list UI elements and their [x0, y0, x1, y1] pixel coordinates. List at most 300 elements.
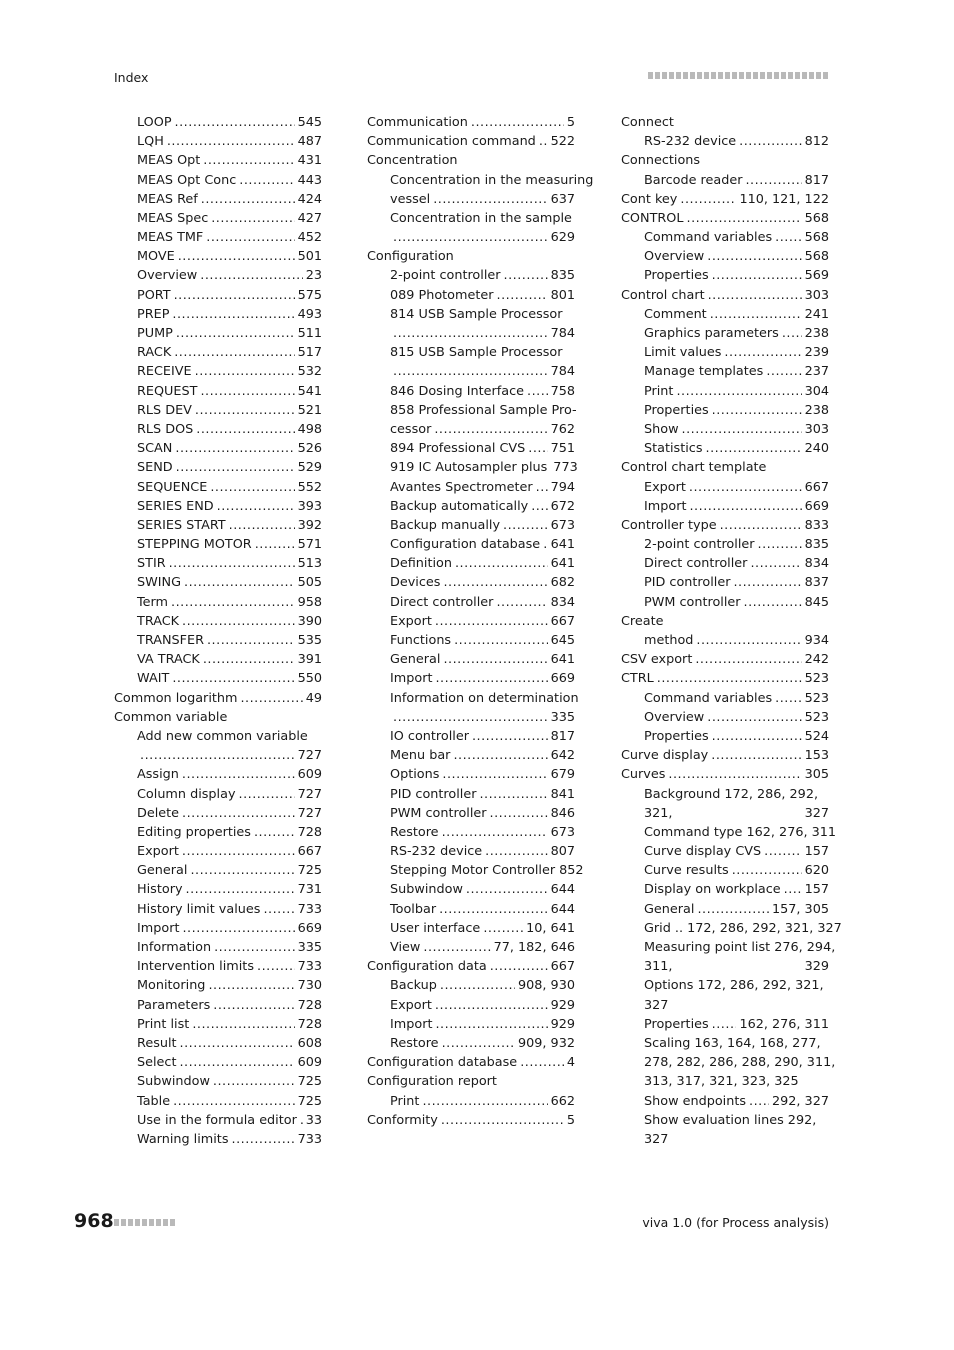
index-entry — [621, 669, 829, 688]
dot-leader — [749, 1092, 769, 1111]
entry-term: vessel — [390, 191, 431, 207]
dot-leader — [696, 631, 801, 650]
entry-page-ref[interactable]: 335 — [297, 940, 322, 956]
dot-leader — [140, 746, 295, 765]
entry-page-ref[interactable]: 812 — [804, 134, 829, 150]
entry-page-ref[interactable]: 645 — [550, 633, 575, 649]
entry-page-ref[interactable]: 725 — [297, 1093, 322, 1109]
entry-page-ref[interactable]: 511 — [297, 326, 322, 342]
dot-leader — [239, 171, 294, 190]
entry-page-ref[interactable]: 958 — [297, 594, 322, 610]
entry-term: Configuration database — [367, 1055, 518, 1071]
index-entry — [621, 1072, 829, 1091]
entry-term: RLS DEV — [137, 402, 192, 418]
entry-page-ref[interactable]: 728 — [297, 997, 322, 1013]
index-entry — [367, 401, 575, 420]
dot-leader — [435, 1015, 547, 1034]
entry-term: Curve results — [644, 863, 729, 879]
entry-term: 2-point controller — [644, 537, 755, 553]
index-entry — [114, 689, 322, 708]
entry-term: Properties — [644, 728, 709, 744]
index-entry — [114, 976, 322, 995]
dot-leader — [455, 554, 548, 573]
entry-page-ref[interactable]: 620 — [804, 863, 829, 879]
entry-page-ref[interactable]: 637 — [550, 191, 575, 207]
index-entry — [114, 497, 322, 516]
dot-leader — [745, 171, 801, 190]
entry-term: Stepping Motor Controller — [390, 863, 556, 879]
dot-leader — [712, 401, 802, 420]
entry-page-ref[interactable]: 608 — [297, 1035, 322, 1051]
entry-term: Menu bar — [390, 748, 451, 764]
index-entry — [367, 478, 575, 497]
entry-page-ref[interactable]: 727 — [297, 786, 322, 802]
index-entry — [114, 554, 322, 573]
index-entry — [114, 113, 322, 132]
index-entry — [114, 171, 322, 190]
entry-page-ref[interactable]: 427 — [297, 210, 322, 226]
index-entry — [367, 132, 575, 151]
entry-term: Toolbar — [390, 901, 437, 917]
dot-leader — [539, 132, 548, 151]
dot-leader — [182, 765, 295, 784]
dot-leader — [257, 957, 295, 976]
entry-page-ref[interactable]: 833 — [804, 517, 829, 533]
entry-page-ref[interactable]: 852 — [559, 863, 584, 879]
entry-term: Command variables — [644, 230, 773, 246]
entry-term: MEAS Ref — [137, 191, 198, 207]
entry-page-ref[interactable]: 758 — [550, 383, 575, 399]
index-entry — [367, 305, 575, 324]
decoration-square — [809, 72, 814, 79]
dot-leader — [440, 976, 515, 995]
index-entry — [114, 574, 322, 593]
entry-page-ref[interactable]: 817 — [550, 728, 575, 744]
entry-page-ref[interactable]: 682 — [550, 575, 575, 591]
index-entry — [367, 1034, 575, 1053]
entry-term: Import — [137, 920, 180, 936]
entry-term: cessor — [390, 421, 432, 437]
entry-page-ref[interactable]: 5 — [566, 114, 575, 130]
decoration-square — [156, 1219, 161, 1226]
dot-leader — [527, 382, 548, 401]
entry-term: Direct controller — [390, 594, 494, 610]
dot-leader — [766, 362, 801, 381]
entry-page-ref[interactable]: 725 — [297, 1074, 322, 1090]
decoration-square — [774, 72, 779, 79]
entry-page-ref[interactable]: 487 — [297, 134, 322, 150]
index-entry — [621, 286, 829, 305]
index-entry — [621, 1111, 829, 1130]
entry-page-ref[interactable]: 629 — [550, 230, 575, 246]
entry-term: Definition — [390, 556, 452, 572]
index-entry — [367, 343, 575, 362]
entry-page-ref[interactable]: 157, 305 — [772, 901, 829, 917]
entry-page-ref[interactable]: 733 — [297, 1131, 322, 1147]
decoration-square — [767, 72, 772, 79]
entry-page-ref[interactable]: 807 — [550, 844, 575, 860]
dot-leader — [190, 861, 294, 880]
entry-page-ref[interactable]: 153 — [804, 748, 829, 764]
entry-page-ref[interactable]: 329 — [804, 959, 829, 975]
entry-term: Manage templates — [644, 364, 764, 380]
dot-leader — [707, 708, 801, 727]
entry-page-ref[interactable]: 393 — [297, 498, 322, 514]
entry-page-ref[interactable]: 784 — [550, 364, 575, 380]
dot-leader — [758, 535, 802, 554]
entry-term: CTRL — [621, 671, 654, 687]
entry-page-ref[interactable]: 667 — [297, 844, 322, 860]
entry-page-ref[interactable]: 110, 121, 122 — [739, 191, 829, 207]
entry-page-ref[interactable]: 49 — [305, 690, 322, 706]
entry-page-ref[interactable]: 728 — [297, 1016, 322, 1032]
entry-page-ref[interactable]: 443 — [297, 172, 322, 188]
entry-page-ref[interactable]: 524 — [804, 728, 829, 744]
entry-term: STEPPING MOTOR — [137, 537, 252, 553]
entry-page-ref[interactable]: 662 — [550, 1093, 575, 1109]
entry-page-ref[interactable]: 784 — [550, 326, 575, 342]
dot-leader — [503, 516, 548, 535]
entry-page-ref[interactable]: 238 — [804, 326, 829, 342]
index-entry — [114, 708, 322, 727]
entry-page-ref[interactable]: 532 — [297, 364, 322, 380]
index-entry — [114, 919, 322, 938]
dot-leader — [712, 266, 802, 285]
dot-leader — [782, 324, 802, 343]
dot-leader — [169, 554, 295, 573]
index-entry — [367, 708, 575, 727]
entry-page-ref[interactable]: 934 — [804, 633, 829, 649]
entry-page-ref[interactable]: 835 — [804, 537, 829, 553]
entry-page-ref[interactable]: 609 — [297, 1055, 322, 1071]
entry-term: History — [137, 882, 183, 898]
entry-page-ref[interactable]: 569 — [804, 268, 829, 284]
entry-page-ref[interactable]: 23 — [305, 268, 322, 284]
index-entry — [114, 286, 322, 305]
entry-page-ref[interactable]: 834 — [550, 594, 575, 610]
entry-term: Export — [390, 997, 432, 1013]
entry-page-ref[interactable]: 523 — [804, 690, 829, 706]
entry-term: Control chart — [621, 287, 705, 303]
entry-page-ref[interactable]: 642 — [550, 748, 575, 764]
dot-leader — [485, 842, 547, 861]
entry-page-ref[interactable]: 535 — [297, 633, 322, 649]
entry-page-ref[interactable]: 929 — [550, 997, 575, 1013]
entry-page-ref[interactable]: 733 — [297, 901, 322, 917]
entry-page-ref[interactable]: 501 — [297, 249, 322, 265]
entry-page-ref[interactable]: 835 — [550, 268, 575, 284]
decoration-square — [128, 1219, 133, 1226]
entry-page-ref[interactable]: 731 — [297, 882, 322, 898]
entry-page-ref[interactable]: 641 — [550, 537, 575, 553]
entry-term: Parameters — [137, 997, 211, 1013]
entry-page-ref[interactable]: 242 — [804, 652, 829, 668]
dot-leader — [184, 573, 295, 592]
dot-leader — [393, 228, 548, 247]
entry-page-ref[interactable]: 391 — [297, 652, 322, 668]
index-entry — [114, 842, 322, 861]
dot-leader — [172, 669, 294, 688]
entry-page-ref[interactable]: 669 — [550, 671, 575, 687]
dot-leader — [433, 190, 547, 209]
entry-page-ref[interactable]: 571 — [297, 537, 322, 553]
entry-page-ref[interactable]: 845 — [804, 594, 829, 610]
entry-page-ref[interactable]: 908, 930 — [518, 978, 575, 994]
index-entry — [367, 785, 575, 804]
entry-page-ref[interactable]: 541 — [297, 383, 322, 399]
entry-term: Export — [137, 844, 179, 860]
entry-page-ref[interactable]: 794 — [550, 479, 575, 495]
decoration-square — [795, 72, 800, 79]
entry-term: TRANSFER — [137, 633, 204, 649]
dot-leader — [203, 151, 294, 170]
dot-leader — [167, 132, 295, 151]
entry-page-ref[interactable]: 672 — [550, 498, 575, 514]
index-entry — [114, 785, 322, 804]
index-entry — [621, 650, 829, 669]
entry-term: Add new common variable — [137, 728, 308, 744]
entry-term: REQUEST — [137, 383, 198, 399]
dot-leader — [784, 880, 802, 899]
entry-page-ref[interactable]: 727 — [297, 805, 322, 821]
entry-page-ref[interactable]: 431 — [297, 153, 322, 169]
page-number: 968 — [74, 1210, 114, 1232]
entry-page-ref[interactable]: 498 — [297, 421, 322, 437]
entry-page-ref[interactable]: 669 — [804, 498, 829, 514]
index-entry — [621, 535, 829, 554]
index-entry — [114, 267, 322, 286]
dot-leader — [174, 286, 295, 305]
entry-term: Connect — [621, 114, 674, 130]
index-entry — [114, 631, 322, 650]
entry-page-ref[interactable]: 240 — [804, 441, 829, 457]
decoration-square — [163, 1219, 168, 1226]
dot-leader — [707, 247, 801, 266]
entry-page-ref[interactable]: 238 — [804, 402, 829, 418]
dot-leader — [211, 209, 294, 228]
entry-term: Subwindow — [137, 1074, 210, 1090]
index-entry — [621, 382, 829, 401]
entry-page-ref[interactable]: 568 — [804, 249, 829, 265]
index-entry — [621, 478, 829, 497]
entry-page-ref[interactable]: 817 — [804, 172, 829, 188]
entry-term: Restore — [390, 1035, 439, 1051]
dot-leader — [210, 478, 294, 497]
entry-page-ref[interactable]: 673 — [550, 517, 575, 533]
index-entry — [621, 171, 829, 190]
entry-term: 311, — [644, 959, 673, 975]
entry-page-ref[interactable]: 641 — [550, 652, 575, 668]
decoration-square — [676, 72, 681, 79]
entry-term: Export — [390, 613, 432, 629]
entry-page-ref[interactable]: 550 — [297, 671, 322, 687]
entry-page-ref[interactable]: 292, 327 — [772, 1093, 829, 1109]
entry-page-ref[interactable]: 304 — [804, 383, 829, 399]
entry-page-ref[interactable]: 575 — [297, 287, 322, 303]
index-entry — [621, 861, 829, 880]
entry-page-ref[interactable]: 929 — [550, 1016, 575, 1032]
index-entry — [367, 458, 578, 477]
index-entry — [367, 516, 575, 535]
decoration-square — [648, 72, 653, 79]
dot-leader — [300, 1111, 303, 1130]
entry-term: Comment — [644, 306, 707, 322]
decoration-square — [732, 72, 737, 79]
entry-page-ref[interactable]: 424 — [297, 191, 322, 207]
index-entry — [114, 804, 322, 823]
entry-page-ref[interactable]: 733 — [297, 959, 322, 975]
entry-page-ref[interactable]: 667 — [550, 959, 575, 975]
entry-page-ref[interactable]: 673 — [550, 824, 575, 840]
entry-term: Properties — [644, 1016, 709, 1032]
entry-page-ref[interactable]: 751 — [550, 441, 575, 457]
entry-page-ref[interactable]: 727 — [297, 748, 322, 764]
index-entry — [367, 113, 575, 132]
entry-page-ref[interactable]: 728 — [297, 824, 322, 840]
entry-page-ref[interactable]: 157 — [804, 882, 829, 898]
entry-term: Conformity — [367, 1112, 438, 1128]
entry-page-ref[interactable]: 568 — [804, 210, 829, 226]
entry-page-ref[interactable]: 521 — [297, 402, 322, 418]
entry-page-ref[interactable]: 5 — [566, 1112, 575, 1128]
entry-term: Controller type — [621, 517, 717, 533]
entry-page-ref[interactable]: 669 — [297, 920, 322, 936]
dot-leader — [697, 900, 769, 919]
entry-term: Select — [137, 1055, 177, 1071]
decoration-square — [802, 72, 807, 79]
dot-leader — [207, 631, 295, 650]
entry-page-ref[interactable]: 545 — [297, 114, 322, 130]
entry-page-ref[interactable]: 568 — [804, 230, 829, 246]
dot-leader — [483, 919, 523, 938]
entry-page-ref[interactable]: 526 — [297, 441, 322, 457]
entry-page-ref[interactable]: 303 — [804, 421, 829, 437]
entry-page-ref[interactable]: 801 — [550, 287, 575, 303]
entry-page-ref[interactable]: 390 — [297, 613, 322, 629]
entry-page-ref[interactable]: 644 — [550, 882, 575, 898]
index-column-1 — [114, 113, 322, 1149]
entry-term: 894 Professional CVS — [390, 441, 526, 457]
entry-page-ref[interactable]: 773 — [553, 460, 578, 476]
decoration-square — [753, 72, 758, 79]
dot-leader — [178, 247, 295, 266]
entry-term: Information on determination — [390, 690, 579, 706]
dot-leader — [466, 880, 548, 899]
entry-page-ref[interactable]: 517 — [297, 345, 322, 361]
dot-leader — [479, 785, 547, 804]
entry-page-ref[interactable]: 552 — [297, 479, 322, 495]
entry-term: User interface — [390, 920, 481, 936]
index-entry — [367, 746, 575, 765]
index-entry — [114, 650, 322, 669]
entry-page-ref[interactable]: 909, 932 — [518, 1035, 575, 1051]
entry-term: CONTROL — [621, 210, 684, 226]
entry-page-ref[interactable]: 335 — [550, 709, 575, 725]
entry-page-ref[interactable]: 841 — [550, 786, 575, 802]
entry-page-ref[interactable]: 837 — [804, 575, 829, 591]
entry-page-ref[interactable]: 513 — [297, 556, 322, 572]
index-entry — [621, 1092, 829, 1111]
entry-page-ref[interactable]: 679 — [550, 767, 575, 783]
index-entry — [114, 151, 322, 170]
index-entry — [621, 1015, 829, 1034]
entry-term: TRACK — [137, 613, 180, 629]
index-entry — [621, 190, 829, 209]
entry-term: MEAS Spec — [137, 210, 209, 226]
entry-page-ref[interactable]: 237 — [804, 364, 829, 380]
dot-leader — [217, 497, 295, 516]
entry-page-ref[interactable]: 327 — [804, 805, 829, 821]
entry-page-ref[interactable]: 157 — [804, 844, 829, 860]
dot-leader — [172, 305, 294, 324]
index-entry — [367, 535, 575, 554]
entry-page-ref[interactable]: 641 — [550, 556, 575, 572]
entry-page-ref[interactable]: 77, 182, 646 — [493, 940, 575, 956]
entry-page-ref[interactable]: 730 — [297, 978, 322, 994]
decoration-square — [704, 72, 709, 79]
dot-leader — [720, 516, 802, 535]
entry-page-ref[interactable]: 162, 276, 311 — [739, 1016, 829, 1032]
entry-term: Print list — [137, 1016, 190, 1032]
dot-leader — [435, 996, 548, 1015]
entry-page-ref[interactable]: 609 — [297, 767, 322, 783]
dot-leader — [239, 785, 295, 804]
dot-leader — [472, 727, 548, 746]
decoration-square — [114, 1219, 119, 1226]
entry-page-ref[interactable]: 33 — [305, 1112, 322, 1128]
entry-page-ref[interactable]: 452 — [297, 230, 322, 246]
entry-page-ref[interactable]: 762 — [550, 421, 575, 437]
entry-page-ref[interactable]: 392 — [297, 517, 322, 533]
entry-term: 278, 282, 286, 288, 290, 311, — [644, 1055, 836, 1071]
entry-page-ref[interactable]: 846 — [550, 805, 575, 821]
index-entry — [621, 823, 837, 842]
index-entry — [114, 362, 322, 381]
dot-leader — [213, 996, 294, 1015]
entry-page-ref[interactable]: 305 — [804, 767, 829, 783]
dot-leader — [393, 362, 548, 381]
entry-term: View — [390, 940, 421, 956]
entry-page-ref[interactable]: 239 — [804, 345, 829, 361]
index-entry — [621, 324, 829, 343]
decoration-square — [816, 72, 821, 79]
entry-page-ref[interactable]: 644 — [550, 901, 575, 917]
entry-page-ref[interactable]: 834 — [804, 556, 829, 572]
entry-page-ref[interactable]: 505 — [297, 575, 322, 591]
dot-leader — [744, 593, 802, 612]
entry-term: Graphics parameters — [644, 326, 779, 342]
index-entry — [367, 247, 575, 266]
dot-leader — [443, 650, 547, 669]
entry-page-ref[interactable]: 4 — [566, 1055, 575, 1071]
entry-page-ref[interactable]: 523 — [804, 671, 829, 687]
entry-page-ref[interactable]: 529 — [297, 460, 322, 476]
index-entry — [367, 823, 575, 842]
entry-page-ref[interactable]: 667 — [550, 613, 575, 629]
index-entry — [114, 401, 322, 420]
entry-page-ref[interactable]: 303 — [804, 287, 829, 303]
entry-page-ref[interactable]: 241 — [804, 306, 829, 322]
dot-leader — [441, 1111, 564, 1130]
entry-page-ref[interactable]: 725 — [297, 863, 322, 879]
index-entry — [621, 362, 829, 381]
dot-leader — [689, 478, 802, 497]
entry-page-ref[interactable]: 493 — [297, 306, 322, 322]
entry-page-ref[interactable]: 10, 641 — [526, 920, 575, 936]
entry-page-ref[interactable]: 522 — [550, 134, 575, 150]
entry-page-ref[interactable]: 667 — [804, 479, 829, 495]
entry-page-ref[interactable]: 523 — [804, 709, 829, 725]
